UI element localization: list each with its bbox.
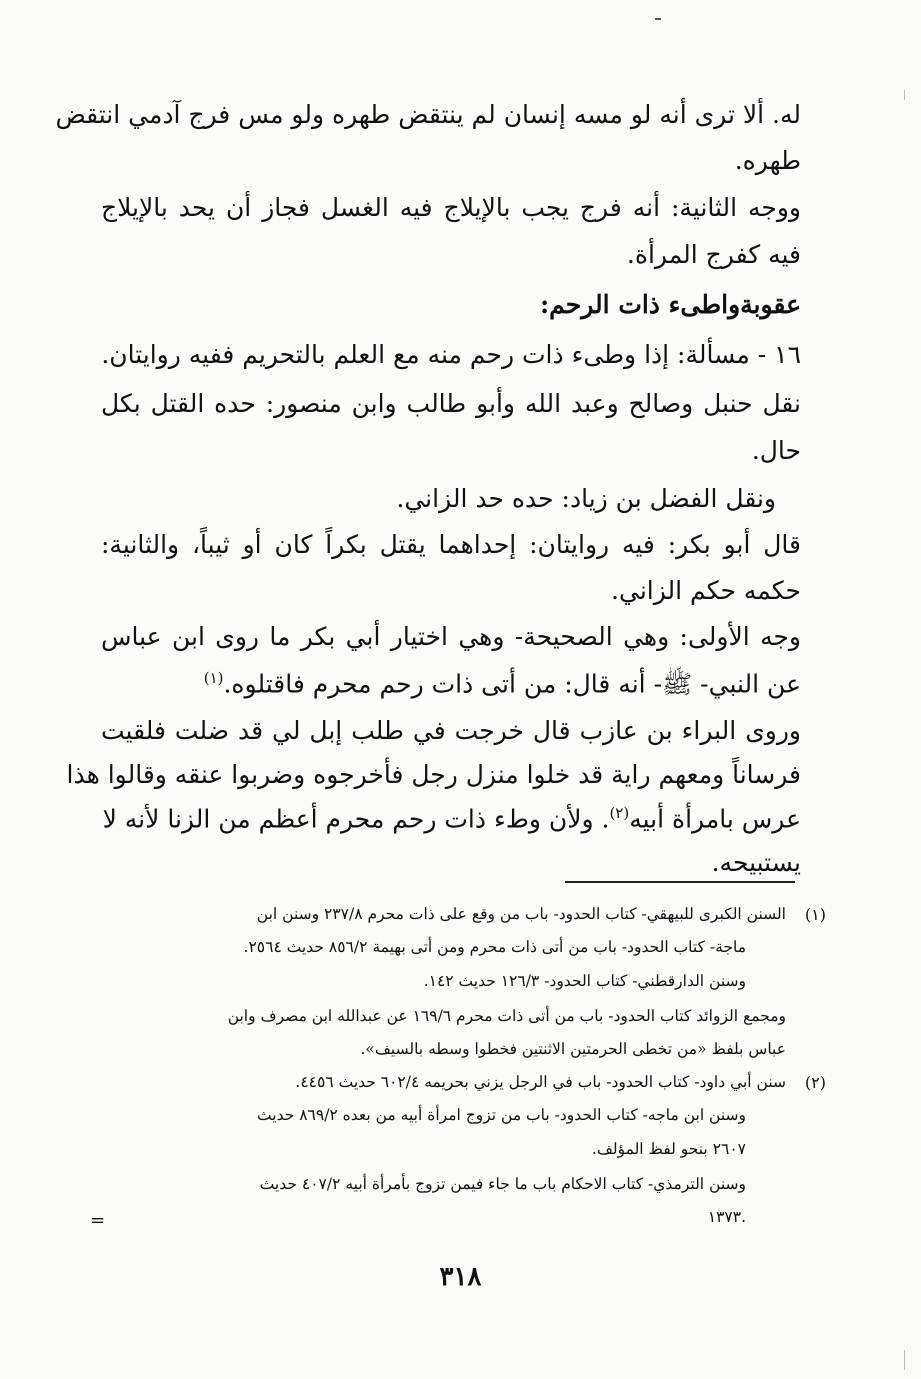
footnote-line: السنن الكبرى للبيهقي- كتاب الحدود- باب من وقع على ذات محرم ٢٣٧/٨ وسنن ابن (256, 905, 786, 923)
text-line: فرساناً ومعهم راية قد خلوا منزل رجل فأخرجوه وضربوا عنقه وقالوا هذا (66, 760, 801, 789)
footnote-number: (٢) (804, 1073, 826, 1092)
edge-tick (904, 90, 905, 100)
text-line: وروى البراء بن عازب قال خرجت في طلب إبل لي قد ضلت فلقيت (101, 716, 801, 745)
footnote-line: ماجة- كتاب الحدود- باب من أتى ذات محرم ومن أتى بهيمة ٨٥٦/٢ حديث ٢٥٦٤. (243, 938, 746, 956)
footnote-line: سنن أبي داود- كتاب الحدود- باب في الرجل يزني بحريمه ٦٠٢/٤ حديث ٤٤٥٦. (295, 1073, 786, 1091)
text-line: يستبيحه. (711, 848, 801, 877)
page-number: ٣١٨ (439, 1262, 482, 1292)
continuation-mark: = (90, 1210, 106, 1231)
footnote-line: ومجمع الزوائد كتاب الحدود- باب من أتى ذات محرم ١٦٩/٦ عن عبدالله ابن مصرف وابن (227, 1007, 786, 1025)
text-line: ووجه الثانية: أنه فرج يجب بالإيلاج فيه الغسل فجاز أن يحد بالإيلاج (101, 193, 801, 222)
footnote-rule (565, 881, 795, 883)
section-heading: عقوبةواطىء ذات الرحم: (539, 290, 801, 319)
text-line (101, 804, 801, 834)
text-line: حكمه حكم الزاني. (611, 576, 801, 605)
text-line: فيه كفرج المرأة. (626, 240, 801, 269)
text-line: قال أبو بكر: فيه روايتان: إحداهما يقتل بكراً كان أو ثيباً، والثانية: (101, 530, 801, 559)
footnote-line: ٢٦٠٧ بنحو لفظ المؤلف. (591, 1140, 746, 1158)
text-line: حال. (751, 436, 801, 465)
footnote-ref[interactable]: (١) (203, 669, 224, 687)
text-line: طهره. (734, 146, 801, 175)
text-line: ونقل الفضل بن زياد: حده حد الزاني. (396, 484, 776, 513)
text-line: له. ألا ترى أنه لو مسه إنسان لم ينتقض طهره ولو مس فرج آدمي انتقض (55, 100, 801, 129)
footnote-ref[interactable]: (٢) (609, 804, 630, 822)
footnote-number: (١) (804, 905, 826, 924)
text-line (101, 669, 801, 699)
footnote-line: عباس بلفظ «من تخطى الحرمتين الاثنتين فخطوا وسطه بالسيف». (360, 1040, 786, 1058)
footnote-line: وسنن الترمذي- كتاب الاحكام باب ما جاء فيمن تزوج بأمرأة أبيه ٤٠٧/٢ حديث (259, 1175, 746, 1193)
text-span: عن النبي- ﷺ- أنه قال: من أتى ذات رحم محرم فاقتلوه. (223, 669, 801, 699)
text-line: نقل حنبل وصالح وعبد الله وأبو طالب وابن منصور: حده القتل بكل (101, 389, 801, 418)
footnote-line: وسنن الدارقطني- كتاب الحدود- ١٢٦/٣ حديث ١٤٢. (423, 972, 746, 990)
footnote-line: وسنن ابن ماجه- كتاب الحدود- باب من تزوج امرأة أبيه من بعده ٨٦٩/٢ حديث (257, 1106, 746, 1124)
text-line: ١٦ - مسألة: إذا وطىء ذات رحم منه مع العلم بالتحريم ففيه روايتان. (101, 340, 801, 369)
text-span: . ولأن وطء ذات رحم محرم أعظم من الزنا لأنه لا (102, 804, 610, 834)
top-mark (655, 18, 661, 20)
edge-tick (904, 1350, 905, 1370)
text-span: عرس بامرأة أبيه (629, 804, 801, 834)
text-line: وجه الأولى: وهي الصحيحة- وهي اختيار أبي بكر ما روى ابن عباس (101, 622, 801, 651)
footnote-line: .١٣٧٣ (707, 1208, 746, 1226)
